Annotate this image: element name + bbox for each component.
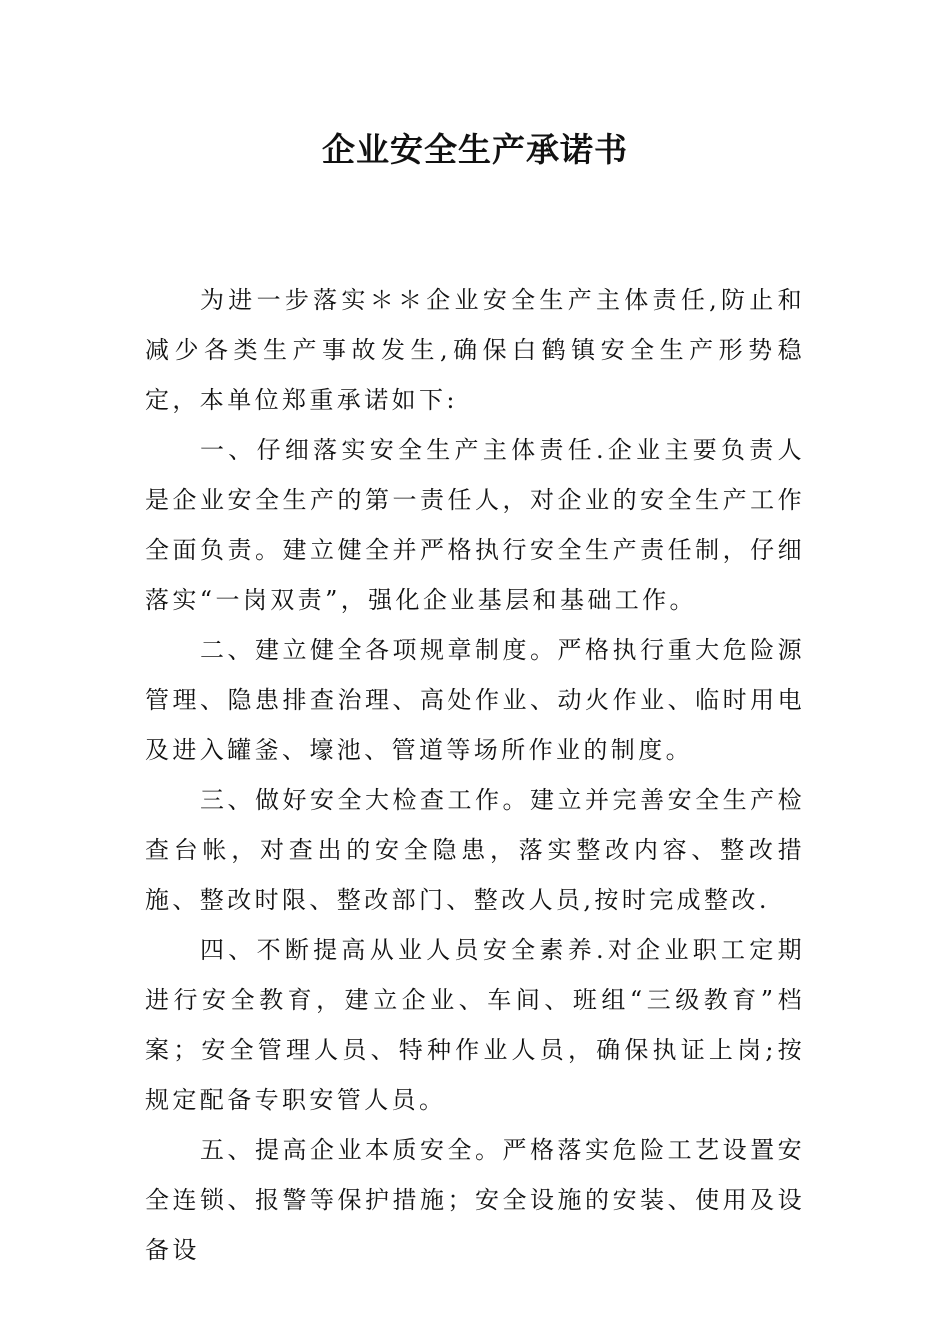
clause-5-paragraph: 五、提高企业本质安全。严格落实危险工艺设置安全连锁、报警等保护措施；安全设施的安装、使用及设备设	[145, 1136, 805, 1264]
document-body	[145, 275, 805, 1275]
clause-3-paragraph: 三、做好安全大检查工作。建立并完善安全生产检查台帐，对查出的安全隐患，落实整改内容、整改措施、整改时限、整改部门、整改人员,按时完成整改.	[145, 786, 805, 914]
clause-1-paragraph: 一、仔细落实安全生产主体责任.企业主要负责人是企业安全生产的第一责任人，对企业的安全生产工作全面负责。建立健全并严格执行安全生产责任制，仔细落实“一岗双责”，强化企业基层和基础工作。	[145, 436, 805, 614]
clause-2-paragraph: 二、建立健全各项规章制度。严格执行重大危险源管理、隐患排查治理、高处作业、动火作业、临时用电及进入罐釜、壕池、管道等场所作业的制度。	[145, 636, 805, 764]
document-title: 企业安全生产承诺书	[322, 130, 628, 169]
clause-4-paragraph: 四、不断提高从业人员安全素养.对企业职工定期进行安全教育，建立企业、车间、班组“三级教育”档案；安全管理人员、特种作业人员，确保执证上岗;按规定配备专职安管人员。	[145, 936, 805, 1114]
intro-paragraph: 为进一步落实＊＊企业安全生产主体责任,防止和减少各类生产事故发生,确保白鹤镇安全生产形势稳定，本单位郑重承诺如下:	[145, 286, 805, 414]
